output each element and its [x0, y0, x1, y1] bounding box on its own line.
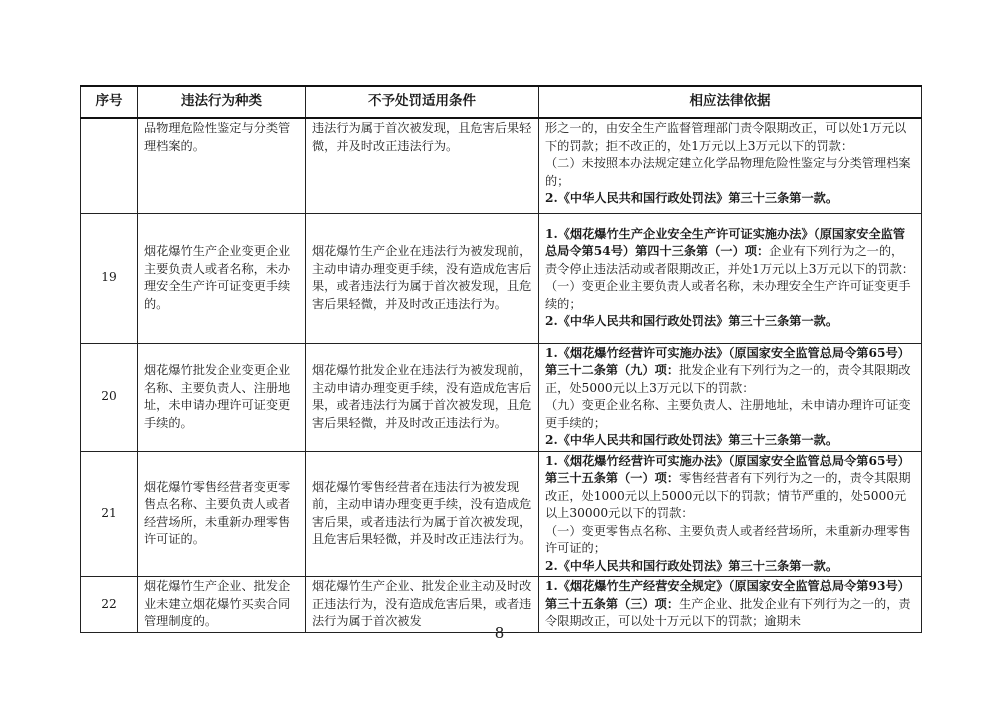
legal-basis-cell [539, 343, 922, 451]
basis-paragraph: 2.《中华人民共和国行政处罚法》第三十三条第一款。 [545, 433, 839, 447]
legal-basis-cell [539, 213, 922, 343]
regulation-table [80, 85, 922, 633]
table-row [81, 343, 922, 451]
basis-paragraph: 2.《中华人民共和国行政处罚法》第三十三条第一款。 [545, 191, 839, 205]
header-no: 序号 [81, 86, 138, 118]
basis-paragraph: 2.《中华人民共和国行政处罚法》第三十三条第一款。 [545, 314, 839, 328]
legal-basis-cell [539, 118, 922, 213]
table-header-row [81, 86, 922, 118]
row-number: 21 [81, 451, 138, 577]
basis-paragraph: （二）未按照本办法规定建立化学品物理危险性鉴定与分类管理档案的； [545, 156, 911, 188]
table-row [81, 451, 922, 577]
condition-cell: 烟花爆竹生产企业在违法行为被发现前，主动申请办理变更手续，没有造成危害后果，或者违法行为属于首次被发现，且危害后果轻微，并及时改正违法行为。 [306, 213, 539, 343]
violation-cell: 烟花爆竹批发企业变更企业名称、主要负责人、注册地址，未申请办理许可证变更手续的。 [138, 343, 306, 451]
row-number: 22 [81, 577, 138, 633]
header-violation: 违法行为种类 [138, 86, 306, 118]
condition-cell: 烟花爆竹生产企业、批发企业主动及时改正违法行为，没有造成危害后果，或者违法行为属于首次被发 [306, 577, 539, 633]
violation-cell: 烟花爆竹生产企业变更企业主要负责人或者名称，未办理安全生产许可证变更手续的。 [138, 213, 306, 343]
basis-paragraph: 1.《烟花爆竹生产经营安全规定》（原国家安全监管总局令第93号）第三十五条第（三）项：生产企业、批发企业有下列行为之一的，责令限期改正，可以处十万元以下的罚款；逾期未 [545, 579, 911, 628]
violation-cell: 烟花爆竹零售经营者变更零售点名称、主要负责人或者经营场所，未重新办理零售许可证的。 [138, 451, 306, 577]
basis-paragraph: （一）变更企业主要负责人或者名称，未办理安全生产许可证变更手续的； [545, 279, 911, 311]
basis-paragraph: （九）变更企业名称、主要负责人、注册地址，未申请办理许可证变更手续的； [545, 398, 911, 430]
header-condition: 不予处罚适用条件 [306, 86, 539, 118]
violation-cell: 烟花爆竹生产企业、批发企业未建立烟花爆竹买卖合同管理制度的。 [138, 577, 306, 633]
row-number [81, 118, 138, 213]
page-number: －8－ [478, 624, 522, 642]
basis-paragraph: 1.《烟花爆竹经营许可实施办法》（原国家安全监管总局令第65号）第三十二条第（九）项：批发企业有下列行为之一的，责令其限期改正，处5000元以上3万元以下的罚款： [545, 345, 911, 395]
condition-cell: 违法行为属于首次被发现，且危害后果轻微，并及时改正违法行为。 [306, 118, 539, 213]
header-basis: 相应法律依据 [539, 86, 922, 118]
row-number: 19 [81, 213, 138, 343]
basis-paragraph: 形之一的，由安全生产监督管理部门责令限期改正，可以处1万元以下的罚款；拒不改正的，处1万元以上3万元以下的罚款： [545, 121, 907, 153]
violation-cell: 品物理危险性鉴定与分类管理档案的。 [138, 118, 306, 213]
basis-paragraph: 1.《烟花爆竹生产企业安全生产许可证实施办法》（原国家安全监管总局令第54号）第四十三条第（一）项：企业有下列行为之一的，责令停止违法活动或者限期改正，并处1万元以上3万元以下的罚款： [545, 226, 914, 276]
row-number: 20 [81, 343, 138, 451]
legal-basis-cell [539, 451, 922, 577]
table-row [81, 118, 922, 213]
table-row [81, 213, 922, 343]
basis-paragraph: 2.《中华人民共和国行政处罚法》第三十三条第一款。 [545, 558, 839, 573]
condition-cell: 烟花爆竹批发企业在违法行为被发现前，主动申请办理变更手续，没有造成危害后果，或者违法行为属于首次被发现，且危害后果轻微，并及时改正违法行为。 [306, 343, 539, 451]
basis-paragraph: 1.《烟花爆竹经营许可实施办法》（原国家安全监管总局令第65号）第三十五条第（一）项：零售经营者有下列行为之一的，责令其限期改正，处1000元以上5000元以下的罚款；情节严重的，处5000元以上30000元以下的罚款： [545, 453, 911, 520]
basis-paragraph: （一）变更零售点名称、主要负责人或者经营场所，未重新办理零售许可证的； [545, 523, 911, 555]
condition-cell: 烟花爆竹零售经营者在违法行为被发现前，主动申请办理变更手续，没有造成危害后果，或者违法行为属于首次被发现，且危害后果轻微，并及时改正违法行为。 [306, 451, 539, 577]
